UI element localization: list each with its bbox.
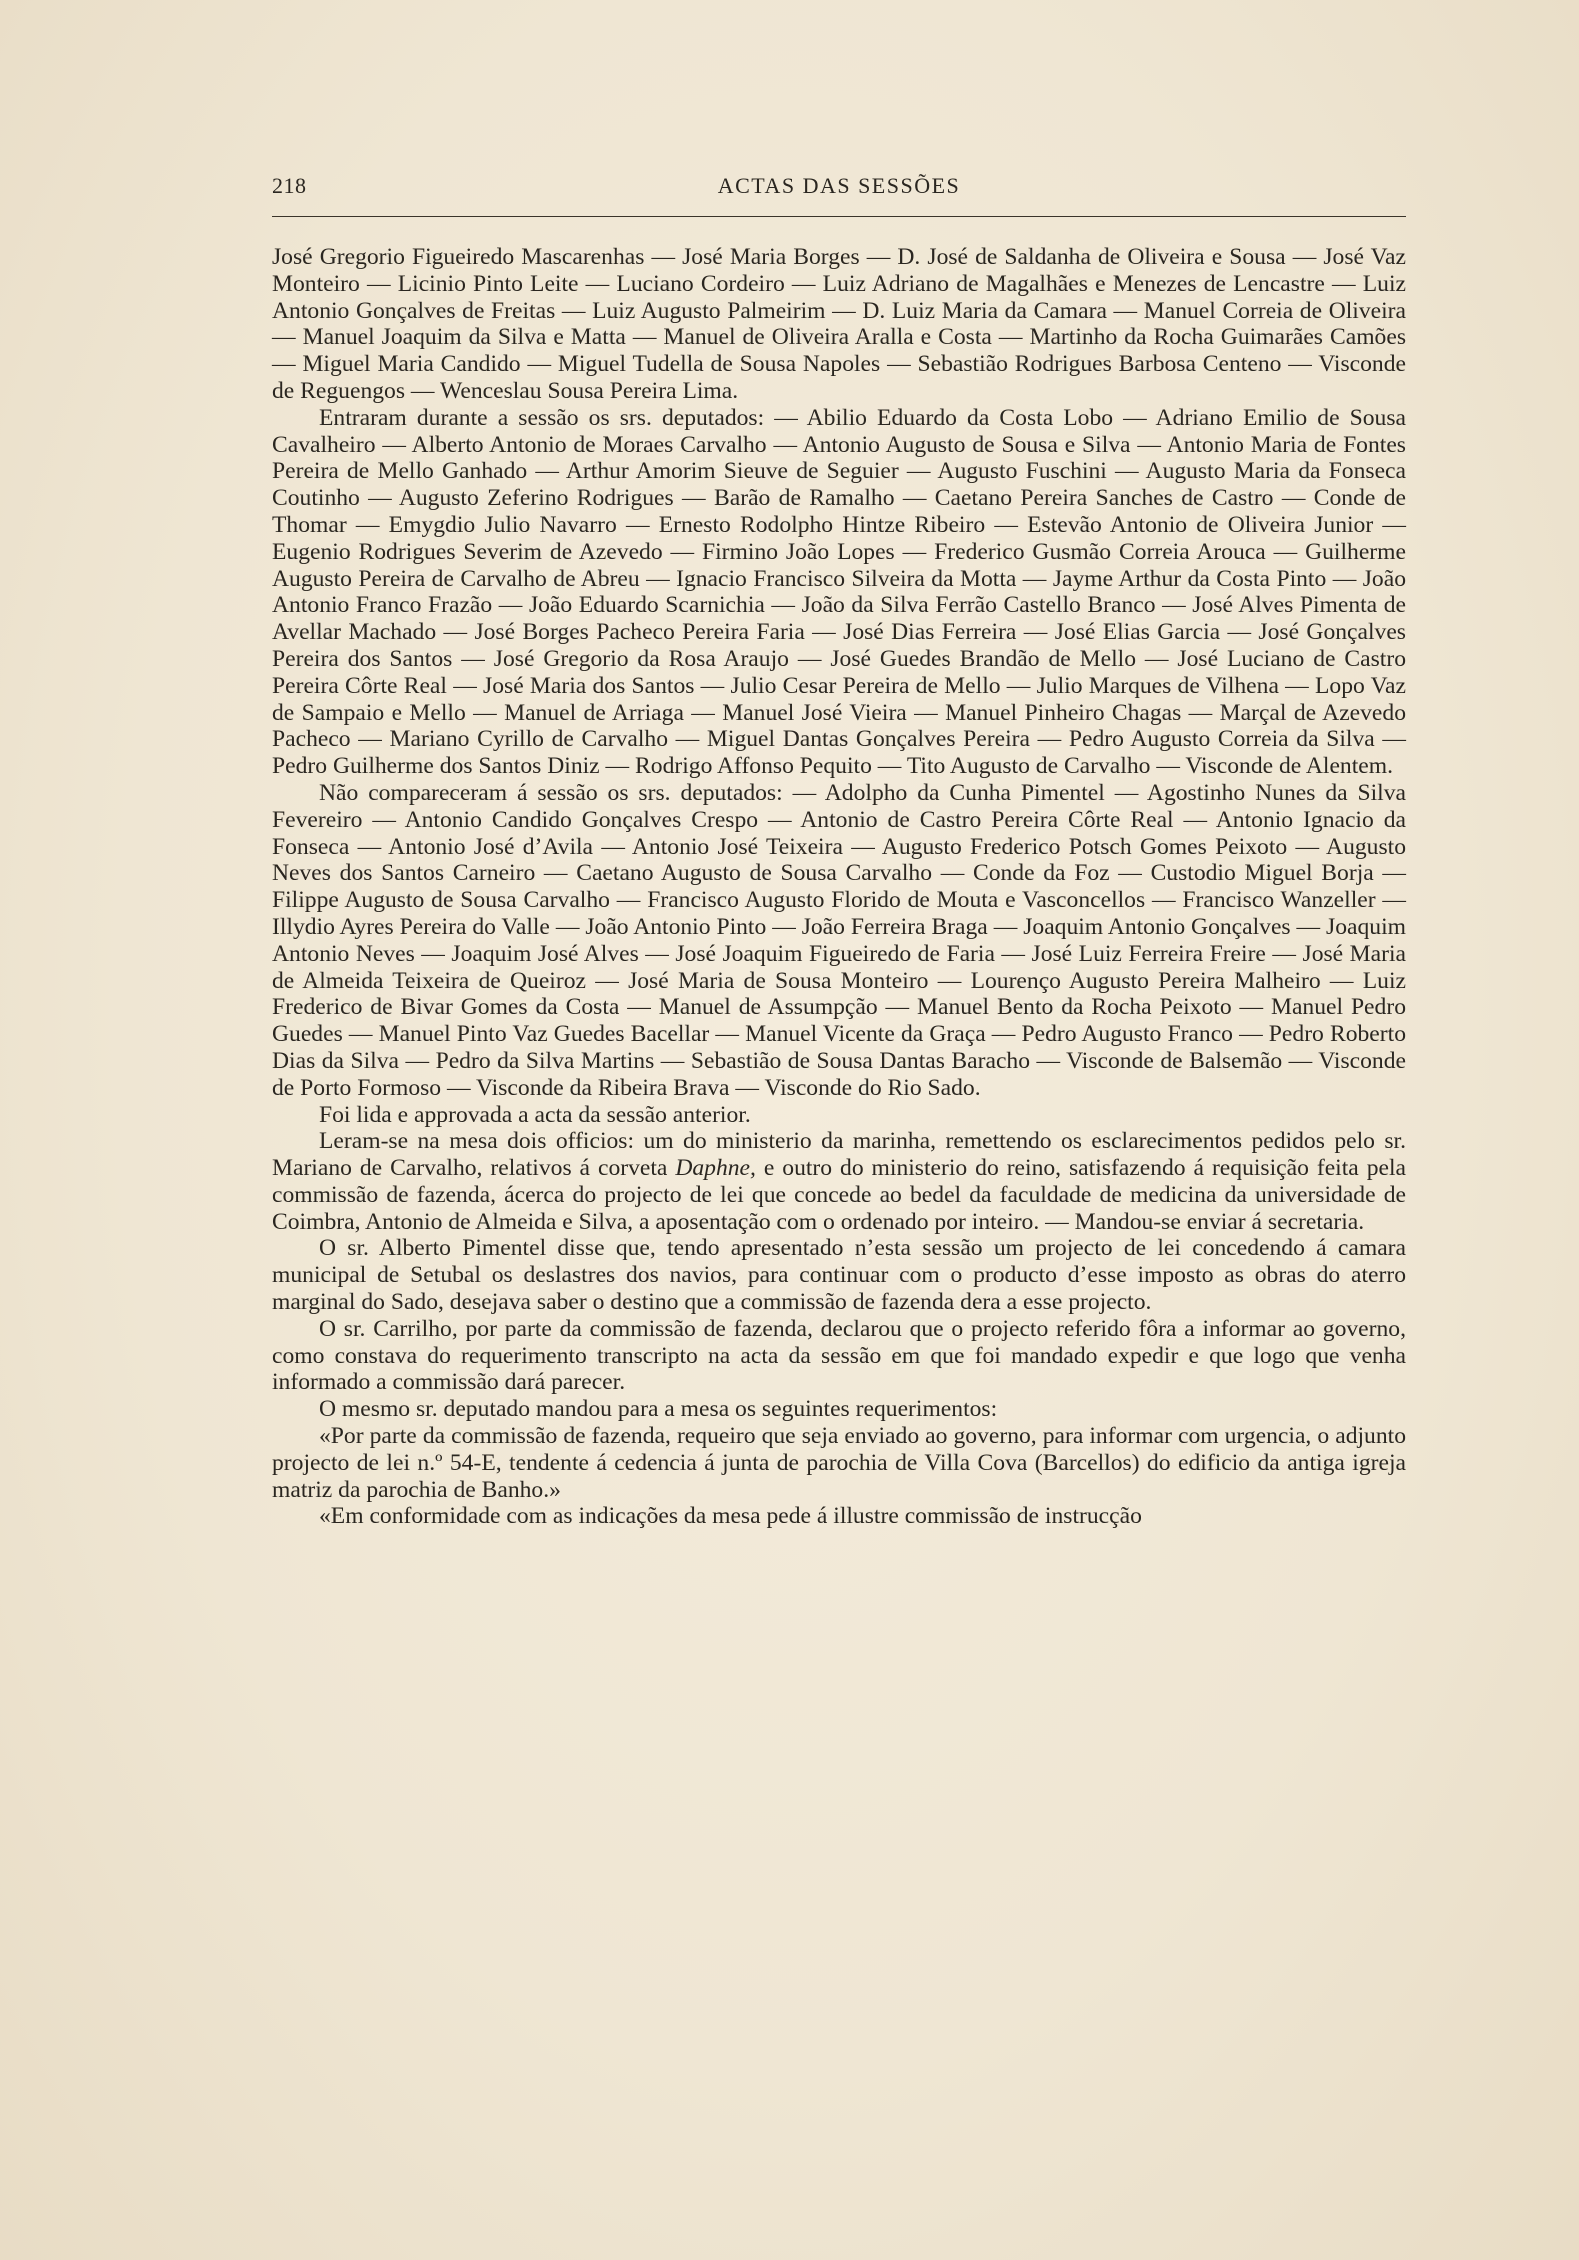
paragraph-officios	[272, 1128, 1406, 1235]
officios-text-after: e outro do ministerio do reino, satisfazendo á requisição feita pela commissão de fazenda, ácerca do projecto de lei que concede ao bedel da faculdade de medicina da universidade de Coimbra, Antonio de Almeida e Silva, a aposentação com o ordenado por inteiro. — Mandou-se enviar á secretaria.	[272, 1155, 1406, 1235]
paragraph-alberto-pimentel: O sr. Alberto Pimentel disse que, tendo apresentado n’esta sessão um projecto de lei concedendo á camara municipal de Setubal os deslastres dos navios, para continuar com o producto d’esse imposto as obras do aterro marginal do Sado, desejava saber o destino que a commissão de fazenda dera a esse projecto.	[272, 1235, 1406, 1316]
page-header	[272, 173, 1406, 213]
paragraph-deputies-present-continued: José Gregorio Figueiredo Mascarenhas — José Maria Borges — D. José de Saldanha de Oliveira e Sousa — José Vaz Monteiro — Licinio Pinto Leite — Luciano Cordeiro — Luiz Adriano de Magalhães e Menezes de Lencastre — Luiz Antonio Gonçalves de Freitas — Luiz Augusto Palmeirim — D. Luiz Maria da Camara — Manuel Correia de Oliveira — Manuel Joaquim da Silva e Matta — Manuel de Oliveira Aralla e Costa — Martinho da Rocha Guimarães Camões — Miguel Maria Candido — Miguel Tudella de Sousa Napoles — Sebastião Rodrigues Barbosa Centeno — Visconde de Reguengos — Wenceslau Sousa Pereira Lima.	[272, 244, 1406, 404]
paragraph-carrilho: O sr. Carrilho, por parte da commissão de fazenda, declarou que o projecto referido fôra a informar ao governo, como constava do requerimento transcripto na acta da sessão em que foi mandado expedir e que logo que venha informado a commissão dará parecer.	[272, 1315, 1406, 1396]
body-text	[272, 244, 1406, 1530]
officios-text-before: Leram-se na mesa dois officios: um do ministerio da marinha, remettendo os esclarecimentos pedidos pelo sr. Mariano de Carvalho, relativos á corveta	[272, 1128, 1406, 1182]
paragraph-requerimento-instrucao: «Em conformidade com as indicações da mesa pede á illustre commissão de instrucção	[319, 1503, 1142, 1530]
paragraph-entered-during-session: Entraram durante a sessão os srs. deputados: — Abilio Eduardo da Costa Lobo — Adriano Emilio de Sousa Cavalheiro — Alberto Antonio de Moraes Carvalho — Antonio Augusto de Sousa e Silva — Antonio Maria de Fontes Pereira de Mello Ganhado — Arthur Amorim Sieuve de Seguier — Augusto Fuschini — Augusto Maria da Fonseca Coutinho — Augusto Zeferino Rodrigues — Barão de Ramalho — Caetano Pereira Sanches de Castro — Conde de Thomar — Emygdio Julio Navarro — Ernesto Rodolpho Hintze Ribeiro — Estevão Antonio de Oliveira Junior — Eugenio Rodrigues Severim de Azevedo — Firmino João Lopes — Frederico Gusmão Correia Arouca — Guilherme Augusto Pereira de Carvalho de Abreu — Ignacio Francisco Silveira da Motta — Jayme Arthur da Costa Pinto — João Antonio Franco Frazão — João Eduardo Scarnichia — João da Silva Ferrão Castello Branco — José Alves Pimenta de Avellar Machado — José Borges Pacheco Pereira Faria — José Dias Ferreira — José Elias Garcia — José Gonçalves Pereira dos Santos — José Gregorio da Rosa Araujo — José Guedes Brandão de Mello — José Luciano de Castro Pereira Côrte Real — José Maria dos Santos — Julio Cesar Pereira de Mello — Julio Marques de Vilhena — Lopo Vaz de Sampaio e Mello — Manuel de Arriaga — Manuel José Vieira — Manuel Pinheiro Chagas — Marçal de Azevedo Pacheco — Mariano Cyrillo de Carvalho — Miguel Dantas Gonçalves Pereira — Pedro Augusto Correia da Silva — Pedro Guilherme dos Santos Diniz — Rodrigo Affonso Pequito — Tito Augusto de Carvalho — Visconde de Alentem.	[272, 404, 1406, 780]
paragraph-requerimento-villa-cova: «Por parte da commissão de fazenda, requeiro que seja enviado ao governo, para informar com urgencia, o adjunto projecto de lei n.º 54-E, tendente á cedencia á junta de parochia de Villa Cova (Barcellos) do edificio da antiga igreja matriz da parochia de Banho.»	[272, 1423, 1406, 1503]
running-title: ACTAS DAS SESSÕES	[717, 173, 961, 198]
ship-name: Daphne,	[675, 1155, 756, 1182]
paragraph-requerimentos-intro: O mesmo sr. deputado mandou para a mesa os seguintes requerimentos:	[319, 1396, 998, 1423]
paragraph-absent-deputies: Não compareceram á sessão os srs. deputados: — Adolpho da Cunha Pimentel — Agostinho Nunes da Silva Fevereiro — Antonio Candido Gonçalves Crespo — Antonio de Castro Pereira Côrte Real — Antonio Ignacio da Fonseca — Antonio José d’Avila — Antonio José Teixeira — Augusto Frederico Potsch Gomes Peixoto — Augusto Neves dos Santos Carneiro — Caetano Augusto de Sousa Carvalho — Conde da Foz — Custodio Miguel Borja — Filippe Augusto de Sousa Carvalho — Francisco Augusto Florido de Mouta e Vasconcellos — Francisco Wanzeller — Illydio Ayres Pereira do Valle — João Antonio Pinto — João Ferreira Braga — Joaquim Antonio Gonçalves — Joaquim Antonio Neves — Joaquim José Alves — José Joaquim Figueiredo de Faria — José Luiz Ferreira Freire — José Maria de Almeida Teixeira de Queiroz — José Maria de Sousa Monteiro — Lourenço Augusto Pereira Malheiro — Luiz Frederico de Bivar Gomes da Costa — Manuel de Assumpção — Manuel Bento da Rocha Peixoto — Manuel Pedro Guedes — Manuel Pinto Vaz Guedes Bacellar — Manuel Vicente da Graça — Pedro Augusto Franco — Pedro Roberto Dias da Silva — Pedro da Silva Martins — Sebastião de Sousa Dantas Baracho — Visconde de Balsemão — Visconde de Porto Formoso — Visconde da Ribeira Brava — Visconde do Rio Sado.	[272, 779, 1406, 1101]
header-rule	[272, 216, 1406, 217]
paragraph-minutes-approved: Foi lida e approvada a acta da sessão anterior.	[319, 1101, 751, 1128]
page-number: 218	[272, 173, 307, 198]
